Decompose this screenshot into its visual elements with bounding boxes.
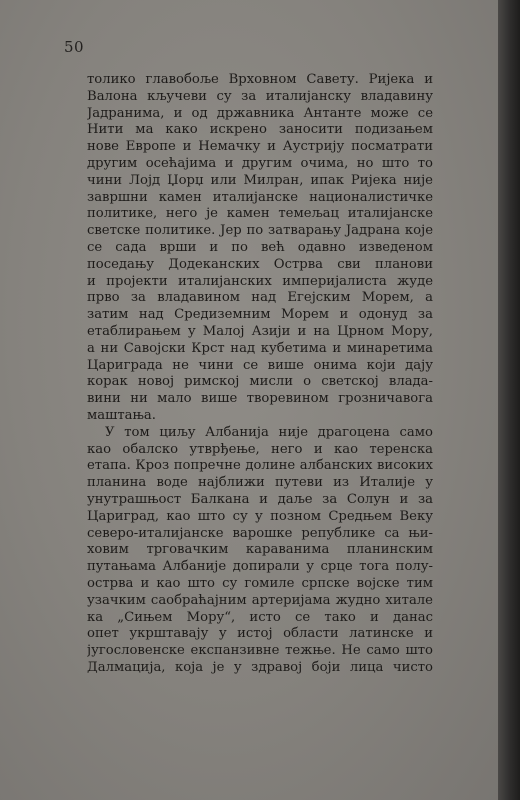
text-line: Цариград, као што су у позном Средњем Веку [87, 508, 433, 524]
text-line: планина воде најближи путеви из Италије у [87, 475, 433, 491]
book-spine-shadow [498, 0, 520, 800]
text-line: узачким саобраћајним артеријама жудно хитале [87, 592, 433, 608]
text-line: политике, него је камен темељац италијанске [87, 206, 433, 222]
text-line: и пројекти италијанских империјалиста жуде [87, 273, 433, 289]
text-line: затим над Средиземним Морем и одонуд за [87, 307, 433, 323]
text-line: ка „Сињем Мору“, исто се тако и данас [87, 609, 433, 625]
text-line: Цариграда не чини се више онима који дају [87, 357, 433, 373]
text-line: толико главобоље Врховном Савету. Ријека и [87, 72, 433, 87]
text-line: унутрашњост Балкана и даље за Солун и за [87, 491, 433, 507]
text-line: етапа. Кроз попречне долине албанских високих [87, 458, 433, 474]
text-line: као обалско утврђење, него и као теренска [87, 441, 433, 457]
text-line: вини ни мало више творевином грозничавога [87, 391, 433, 407]
text-line: северо-италијанске варошке републике са њи- [87, 525, 433, 541]
text-line: југословенске експанзивне тежње. Не само што [87, 643, 433, 659]
paragraph-2 [87, 425, 433, 677]
text-line: ховим трговачким караванима планинским [87, 542, 433, 558]
text-line: а ни Савојски Крст над кубетима и минаретима [87, 340, 433, 356]
page-number: 50 [64, 38, 85, 56]
text-line: опет укрштавају у истој области латинске и [87, 626, 433, 642]
text-line: маштања. [87, 407, 156, 423]
text-line: завршни камен италијанске националистичке [87, 189, 433, 205]
text-line: Нити ма како искрено заносити подизањем [87, 122, 433, 138]
text-line: светске политике. Јер по затварању Јадрана које [87, 223, 433, 239]
text-line: У том циљу Албанија није драгоцена само [105, 424, 433, 440]
text-line: Валона кључеви су за италијанску владавину [87, 88, 433, 104]
body-text [87, 72, 433, 677]
text-line: нове Европе и Немачку и Аустрију посматрати [87, 139, 433, 155]
text-line: острва и као што су гомиле српске војске тим [87, 575, 433, 591]
text-line: Далмација, која је у здравој боји лица чисто [87, 659, 433, 675]
text-line: другим осећајима и другим очима, но што то [87, 155, 433, 171]
text-line: путањама Албаније допирали у срце тога полу- [87, 559, 433, 575]
text-line: поседању Додеканских Острва сви планови [87, 256, 433, 272]
text-line: прво за владавином над Егејским Морем, а [87, 290, 433, 306]
text-line: Јадранима, и од државника Антанте може се [87, 105, 433, 121]
text-line: корак новој римској мисли о светској влада- [87, 374, 433, 390]
text-line: етаблирањем у Малој Азији и на Црном Мору, [87, 323, 433, 339]
text-line: се сада врши и по већ одавно изведеном [87, 239, 433, 255]
text-line: чини Лојд Џорџ или Милран, ипак Ријека није [87, 172, 433, 188]
paragraph-1 [87, 72, 433, 425]
